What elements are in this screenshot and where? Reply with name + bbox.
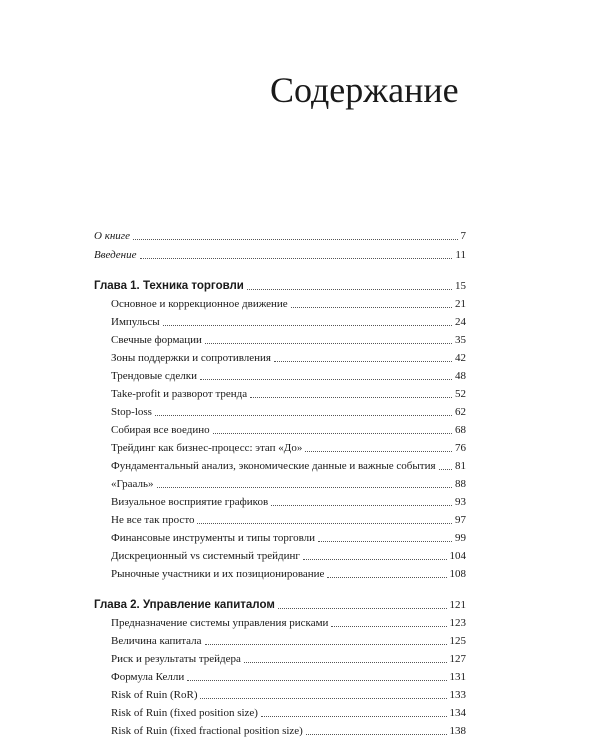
toc-page-number: 42 (455, 352, 466, 364)
toc-entry[interactable] (111, 440, 466, 456)
toc-entry-label: Risk of Ruin (fixed position size) (111, 707, 258, 719)
toc-page-number: 35 (455, 334, 466, 346)
toc-chapter-label: Глава 2. Управление капиталом (94, 599, 275, 611)
leader-dots (205, 643, 447, 645)
toc-page-number: 52 (455, 388, 466, 400)
leader-dots (261, 715, 447, 717)
toc-entry-label: Рыночные участники и их позиционирование (111, 568, 325, 580)
leader-dots (305, 450, 452, 452)
leader-dots (306, 733, 447, 735)
toc-entry-label: Основное и коррекционное движение (111, 298, 288, 310)
toc-entry[interactable] (111, 548, 466, 564)
toc-page-number: 97 (455, 514, 466, 526)
leader-dots (197, 522, 452, 524)
leader-dots (291, 306, 452, 308)
leader-dots (187, 679, 446, 681)
toc-page-number: 68 (455, 424, 466, 436)
leader-dots (200, 378, 452, 380)
toc-entry-label: Зоны поддержки и сопротивления (111, 352, 271, 364)
page-title: Содержание (270, 70, 459, 110)
toc-entry-label: Stop-loss (111, 406, 152, 418)
toc-entry-label: Собирая все воедино (111, 424, 210, 436)
toc-entry[interactable] (111, 687, 466, 703)
toc-entry-about[interactable] (94, 228, 466, 244)
toc-page-number: 24 (455, 316, 466, 328)
toc-page-number: 11 (455, 249, 466, 261)
toc-entry-label: Импульсы (111, 316, 160, 328)
leader-dots (318, 540, 452, 542)
toc-entry[interactable] (111, 723, 466, 739)
toc-page-number: 99 (455, 532, 466, 544)
toc-page-number: 104 (449, 550, 466, 562)
toc-entry-label: Предназначение системы управления рисками (111, 617, 329, 629)
toc-page-number: 76 (455, 442, 466, 454)
toc-entry[interactable] (111, 404, 466, 420)
toc-entry[interactable] (111, 422, 466, 438)
toc-page-number: 7 (460, 230, 466, 242)
toc-entry[interactable] (111, 368, 466, 384)
toc-entry-label: Формула Келли (111, 671, 185, 683)
leader-dots (244, 661, 447, 663)
toc-entry-label: Свечные формации (111, 334, 202, 346)
toc-page-number: 88 (455, 478, 466, 490)
leader-dots (140, 257, 453, 259)
toc-entry[interactable] (111, 669, 466, 685)
toc-entry[interactable] (111, 314, 466, 330)
leader-dots (213, 432, 452, 434)
toc-entry-label: Величина капитала (111, 635, 202, 647)
toc-page-number: 133 (449, 689, 466, 701)
toc-entry[interactable] (111, 651, 466, 667)
toc-entry-label: «Грааль» (111, 478, 154, 490)
leader-dots (327, 576, 446, 578)
toc-entry[interactable] (111, 350, 466, 366)
toc-entry-label: Фундаментальный анализ, экономические данные и важные события (111, 460, 436, 472)
toc-entry-label: О книге (94, 230, 130, 242)
toc-page-number: 108 (449, 568, 466, 580)
leader-dots (200, 697, 446, 699)
toc-entry[interactable] (111, 615, 466, 631)
toc-entry-label: Трейдинг как бизнес-процесс: этап «До» (111, 442, 303, 454)
leader-dots (274, 360, 452, 362)
toc-page-number: 125 (449, 635, 466, 647)
toc-entry-label: Risk of Ruin (RoR) (111, 689, 198, 701)
toc-entry[interactable] (111, 530, 466, 546)
toc-entry-label: Risk of Ruin (fixed fractional position size) (111, 725, 303, 737)
toc-entry[interactable] (111, 476, 466, 492)
leader-dots (271, 504, 452, 506)
toc-page-number: 121 (449, 599, 466, 611)
toc-chapter-1[interactable] (94, 278, 466, 294)
toc-entry[interactable] (111, 386, 466, 402)
toc-entry[interactable] (111, 566, 466, 582)
toc-entry-label: Визуальное восприятие графиков (111, 496, 269, 508)
toc-entry-label: Дискреционный vs системный трейдинг (111, 550, 300, 562)
toc-entry[interactable] (111, 332, 466, 348)
toc-page-number: 48 (455, 370, 466, 382)
toc-entry[interactable] (111, 296, 466, 312)
leader-dots (439, 468, 452, 470)
toc-page-number: 123 (449, 617, 466, 629)
toc-page-number: 81 (455, 460, 466, 472)
toc-page-number: 127 (449, 653, 466, 665)
toc-entry-introduction[interactable] (94, 247, 466, 263)
toc-page-number: 93 (455, 496, 466, 508)
toc-entry-label: Трендовые сделки (111, 370, 197, 382)
leader-dots (155, 414, 452, 416)
leader-dots (205, 342, 452, 344)
leader-dots (247, 288, 452, 290)
toc-entry[interactable] (111, 458, 466, 474)
toc-entry-label: Не все так просто (111, 514, 195, 526)
toc-page-number: 62 (455, 406, 466, 418)
toc-entry-label: Take-profit и разворот тренда (111, 388, 248, 400)
toc-chapter-2[interactable] (94, 597, 466, 613)
toc-entry-label: Финансовые инструменты и типы торговли (111, 532, 315, 544)
toc-page-number: 131 (449, 671, 466, 683)
leader-dots (157, 486, 452, 488)
toc-chapter-label: Глава 1. Техника торговли (94, 280, 244, 292)
leader-dots (331, 625, 446, 627)
toc-page-number: 15 (455, 280, 466, 292)
toc-entry-label: Риск и результаты трейдера (111, 653, 241, 665)
leader-dots (133, 238, 458, 240)
toc-entry-label: Введение (94, 249, 137, 261)
toc-page-number: 21 (455, 298, 466, 310)
leader-dots (303, 558, 447, 560)
toc-page-number: 134 (449, 707, 466, 719)
leader-dots (163, 324, 452, 326)
leader-dots (250, 396, 452, 398)
toc-entry[interactable] (111, 705, 466, 721)
toc-page-number: 138 (449, 725, 466, 737)
toc-entry[interactable] (111, 633, 466, 649)
leader-dots (278, 607, 447, 609)
toc-entry[interactable] (111, 494, 466, 510)
toc-entry[interactable] (111, 512, 466, 528)
